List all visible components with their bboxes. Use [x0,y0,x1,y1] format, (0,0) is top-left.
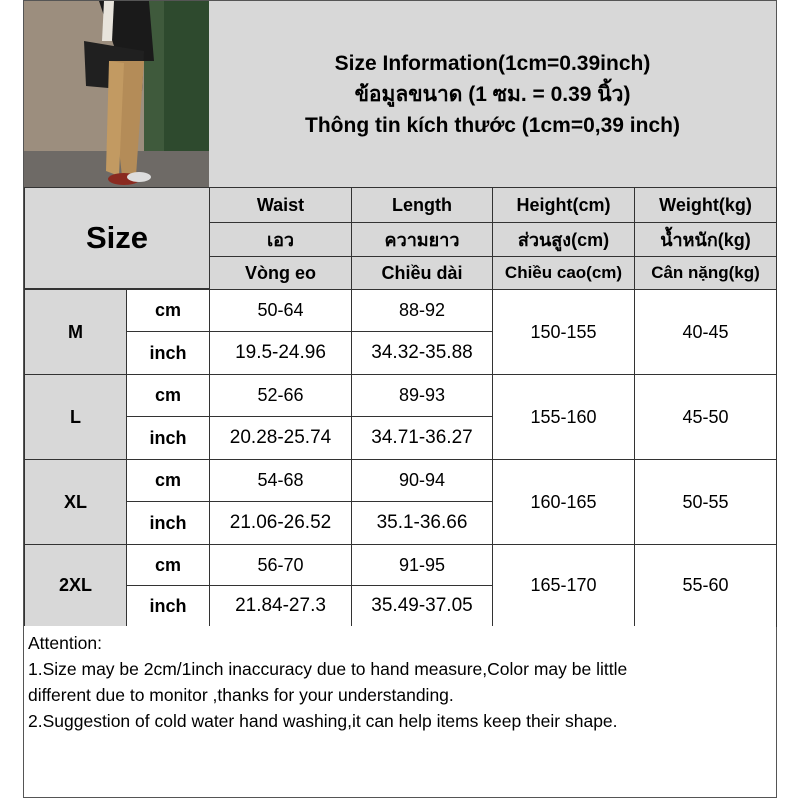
col-waist-en: Waist [209,187,352,223]
length-inch-l: 34.71-36.27 [351,416,493,460]
size-label-xl: XL [24,459,127,545]
weight-m: 40-45 [634,289,777,375]
length-inch-2xl: 35.49-37.05 [351,585,493,627]
size-label-2xl: 2XL [24,544,127,627]
unit-cm: cm [126,544,210,586]
size-info-header [209,1,776,187]
weight-xl: 50-55 [634,459,777,545]
col-waist-vi: Vòng eo [209,256,352,290]
weight-2xl: 55-60 [634,544,777,627]
waist-cm-xl: 54-68 [209,459,352,502]
product-photo [24,1,209,187]
unit-inch: inch [126,331,210,375]
length-cm-l: 89-93 [351,374,493,417]
waist-inch-m: 19.5-24.96 [209,331,352,375]
info-line-en: Size Information(1cm=0.39inch) [334,51,651,75]
attention-line-2: 2.Suggestion of cold water hand washing,it can help items keep their shape. [28,711,618,731]
waist-cm-2xl: 56-70 [209,544,352,586]
waist-inch-xl: 21.06-26.52 [209,501,352,545]
size-header: Size [24,187,210,289]
length-cm-xl: 90-94 [351,459,493,502]
length-inch-m: 34.32-35.88 [351,331,493,375]
unit-inch: inch [126,585,210,627]
unit-cm: cm [126,289,210,332]
unit-inch: inch [126,501,210,545]
height-m: 150-155 [492,289,635,375]
size-label-m: M [24,289,127,375]
col-weight-vi: Cân nặng(kg) [634,256,777,290]
col-weight-th: น้ำหนัก(kg) [634,222,777,257]
waist-inch-l: 20.28-25.74 [209,416,352,460]
length-inch-xl: 35.1-36.66 [351,501,493,545]
attention-title: Attention: [28,633,102,653]
attention-line-1b: different due to monitor ,thanks for your understanding. [28,685,454,705]
size-label-l: L [24,374,127,460]
height-l: 155-160 [492,374,635,460]
unit-inch: inch [126,416,210,460]
attention-notes [24,626,776,797]
unit-cm: cm [126,459,210,502]
col-waist-th: เอว [209,222,352,257]
col-height-en: Height(cm) [492,187,635,223]
length-cm-2xl: 91-95 [351,544,493,586]
attention-line-1a: 1.Size may be 2cm/1inch inaccuracy due to hand measure,Color may be little [28,659,628,679]
col-length-vi: Chiều dài [351,256,493,290]
waist-inch-2xl: 21.84-27.3 [209,585,352,627]
waist-cm-l: 52-66 [209,374,352,417]
col-length-en: Length [351,187,493,223]
height-xl: 160-165 [492,459,635,545]
col-weight-en: Weight(kg) [634,187,777,223]
height-2xl: 165-170 [492,544,635,627]
unit-cm: cm [126,374,210,417]
col-height-vi: Chiều cao(cm) [492,256,635,290]
info-line-th: ข้อมูลขนาด (1 ซม. = 0.39 นิ้ว) [354,82,631,106]
waist-cm-m: 50-64 [209,289,352,332]
info-line-vi: Thông tin kích thước (1cm=0,39 inch) [305,113,680,137]
col-height-th: ส่วนสูง(cm) [492,222,635,257]
col-length-th: ความยาว [351,222,493,257]
length-cm-m: 88-92 [351,289,493,332]
weight-l: 45-50 [634,374,777,460]
product-photo-image [24,1,209,187]
